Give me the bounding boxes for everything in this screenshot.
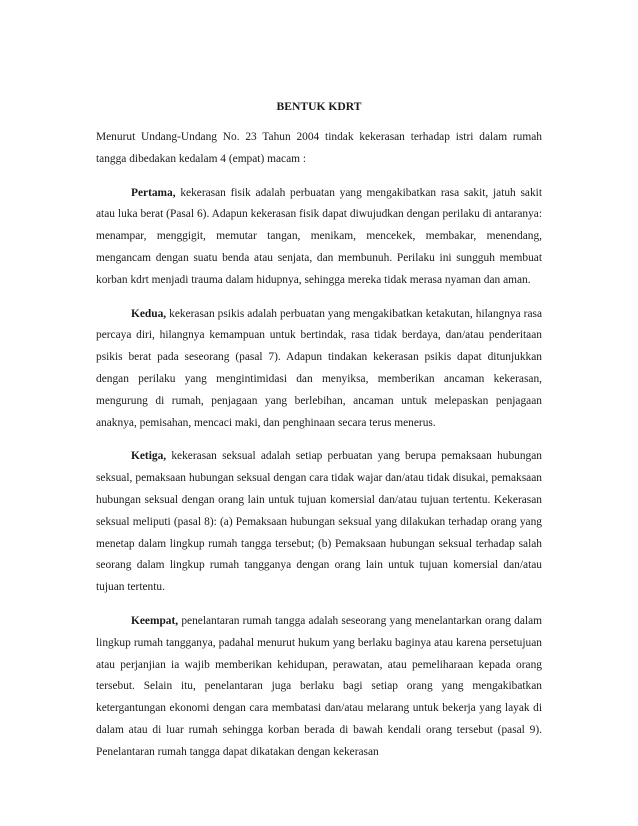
paragraph-keempat: [96, 611, 542, 764]
document-title: BENTUK KDRT: [276, 100, 362, 113]
paragraph-text: kekerasan fisik adalah perbuatan yang mengakibatkan rasa sakit, jatuh sakit atau luka berat (Pasal 6). Adapun kekerasan fisik dapat diwujudkan dengan perilaku di antaranya: menampar, menggigit, memutar tangan, menikam, mencekek, membakar, menendang, mengancam dengan suatu benda atau senjata, dan membunuh. Perilaku ini sungguh membuat korban kdrt menjadi trauma dalam hidupnya, sehingga mereka tidak merasa nyaman dan aman.: [96, 186, 542, 286]
intro-paragraph: Menurut Undang-Undang No. 23 Tahun 2004 tindak kekerasan terhadap istri dalam rumah tangga dibedakan kedalam 4 (empat) macam :: [96, 131, 542, 165]
paragraph-pertama: [96, 183, 542, 292]
paragraph-lead: Ketiga,: [131, 450, 167, 463]
paragraph-lead: Kedua,: [131, 307, 167, 320]
paragraph-text: kekerasan seksual adalah setiap perbuatan yang berupa pemaksaan hubungan seksual, pemaksaan hubungan seksual dengan cara tidak wajar dan/atau tidak disukai, pemaksaan hubungan seksual dengan orang lain untuk tujuan komersial dan/atau tujuan tertentu. Kekerasan seksual meliputi (pasal 8): (a) Pemaksaan hubungan seksual yang dilakukan terhadap orang yang menetap dalam lingkup rumah tangga tersebut; (b) Pemaksaan hubungan seksual terhadap salah seorang dalam lingkup rumah tangganya dengan orang lain untuk tujuan komersial dan/atau tujuan tertentu.: [96, 450, 542, 594]
paragraph-text: kekerasan psikis adalah perbuatan yang mengakibatkan ketakutan, hilangnya rasa percaya diri, hilangnya kemampuan untuk bertindak, rasa tidak berdaya, dan/atau penderitaan psikis berat pada seseorang (pasal 7). Adapun tindakan kekerasan psikis dapat ditunjukkan dengan perilaku yang mengintimidasi dan menyiksa, memberikan ancaman kekerasan, mengurung di rumah, penjagaan yang berlebihan, ancaman untuk melepaskan penjagaan anaknya, pemisahan, mencaci maki, dan penghinaan secara terus menerus.: [96, 307, 542, 429]
paragraph-kedua: [96, 304, 542, 435]
paragraph-lead: Pertama,: [131, 186, 176, 199]
paragraph-ketiga: [96, 446, 542, 599]
document-page: [96, 99, 542, 764]
paragraph-text: penelantaran rumah tangga adalah seseorang yang menelantarkan orang dalam lingkup rumah tangganya, padahal menurut hukum yang berlaku baginya atau karena persetujuan atau perjanjian ia wajib memberikan kehidupan, perawatan, atau pemeliharaan kepada orang tersebut. Selain itu, penelantaran juga berlaku bagi setiap orang yang mengakibatkan ketergantungan ekonomi dengan cara membatasi dan/atau melarang untuk bekerja yang layak di dalam atau di luar rumah sehingga korban berada di bawah kendali orang tersebut (pasal 9). Penelantaran rumah tangga dapat dikatakan dengan kekerasan: [96, 614, 542, 758]
paragraph-lead: Keempat,: [131, 614, 179, 627]
